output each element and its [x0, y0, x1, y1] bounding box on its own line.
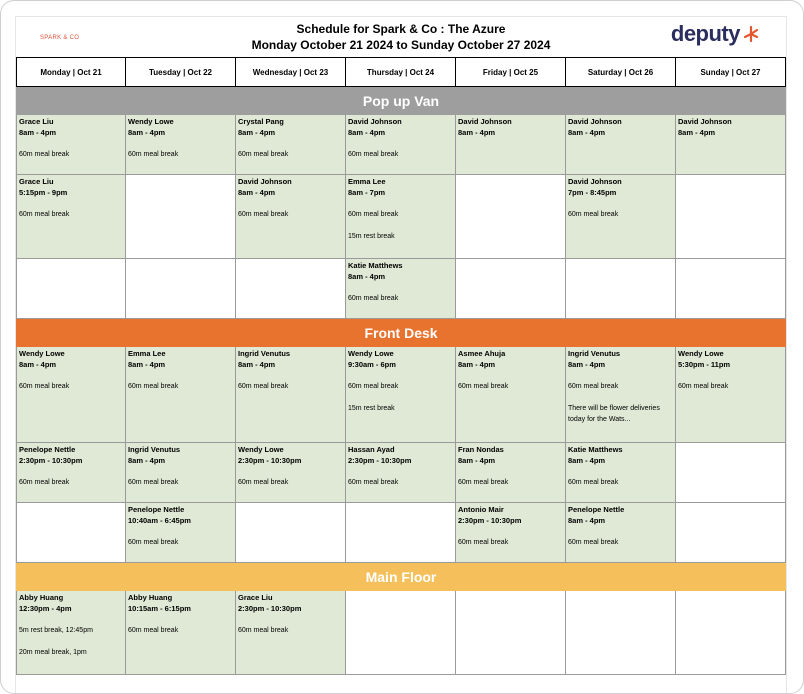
shift-note: 60m meal break [348, 295, 399, 302]
shift-cell[interactable] [456, 443, 566, 503]
shift-time: 8am - 4pm [238, 188, 276, 197]
employee-name: Grace Liu [19, 117, 54, 126]
shift-time: 9:30am - 6pm [348, 360, 396, 369]
shift-cell[interactable] [236, 443, 346, 503]
employee-name: Grace Liu [19, 177, 54, 186]
employee-name: Crystal Pang [238, 117, 284, 126]
shift-cell[interactable] [456, 347, 566, 443]
shift-note: 60m meal break [19, 383, 70, 390]
shift-time: 8am - 4pm [568, 128, 606, 137]
employee-name: Katie Matthews [568, 445, 623, 454]
shift-note: 60m meal break [238, 151, 289, 158]
shift-time: 2:30pm - 10:30pm [348, 456, 412, 465]
shift-row [16, 443, 786, 503]
employee-name: Penelope Nettle [19, 445, 76, 454]
shift-time: 2:30pm - 10:30pm [19, 456, 83, 465]
employee-name: Wendy Lowe [238, 445, 284, 454]
schedule-title: Schedule for Spark & Co : The Azure [296, 22, 506, 36]
schedule-page [16, 17, 786, 694]
shift-time: 2:30pm - 10:30pm [238, 456, 302, 465]
shift-note: 20m meal break, 1pm [19, 649, 87, 656]
employee-name: Asmee Ahuja [458, 349, 506, 358]
schedule-header [16, 17, 786, 57]
shift-cell[interactable] [126, 503, 236, 563]
employee-name: Hassan Ayad [348, 445, 395, 454]
shift-time: 8am - 4pm [128, 128, 166, 137]
shift-time: 8am - 4pm [238, 128, 276, 137]
shift-time: 8am - 4pm [568, 456, 606, 465]
shift-time: 7pm - 8:45pm [568, 188, 617, 197]
empty-cell [676, 175, 786, 259]
shift-time: 10:15am - 6:15pm [128, 604, 191, 613]
shift-note: 60m meal break [238, 211, 289, 218]
shift-cell[interactable] [126, 443, 236, 503]
shift-cell[interactable] [236, 591, 346, 675]
employee-name: Grace Liu [238, 593, 273, 602]
schedule-grid [16, 87, 786, 675]
shift-cell[interactable] [16, 443, 126, 503]
shift-time: 8am - 4pm [458, 456, 496, 465]
empty-cell [126, 175, 236, 259]
shift-note: 60m meal break [348, 383, 399, 390]
shift-time: 2:30pm - 10:30pm [238, 604, 302, 613]
employee-name: David Johnson [238, 177, 292, 186]
shift-cell[interactable] [236, 347, 346, 443]
shift-cell[interactable] [676, 115, 786, 175]
employee-name: Abby Huang [19, 593, 64, 602]
shift-note: 60m meal break [348, 479, 399, 486]
shift-note: 60m meal break [238, 383, 289, 390]
shift-time: 8am - 4pm [128, 360, 166, 369]
employee-name: Fran Nondas [458, 445, 504, 454]
day-header: Tuesday | Oct 22 [126, 58, 236, 86]
shift-time: 8am - 4pm [19, 128, 57, 137]
employee-name: Ingrid Venutus [238, 349, 291, 358]
empty-cell [16, 259, 126, 319]
shift-time: 5:15pm - 9pm [19, 188, 68, 197]
shift-cell[interactable] [456, 115, 566, 175]
day-header: Sunday | Oct 27 [676, 58, 786, 86]
day-header: Thursday | Oct 24 [346, 58, 456, 86]
empty-cell [456, 259, 566, 319]
shift-time: 8am - 4pm [568, 516, 606, 525]
shift-note: 60m meal break [678, 383, 729, 390]
shift-note: 60m meal break [458, 479, 509, 486]
shift-row [16, 347, 786, 443]
shift-note: 60m meal break [19, 211, 70, 218]
shift-cell[interactable] [16, 591, 126, 675]
shift-note: 15m rest break [348, 233, 395, 240]
employee-name: Ingrid Venutus [568, 349, 621, 358]
employee-name: David Johnson [458, 117, 512, 126]
empty-cell [236, 503, 346, 563]
shift-time: 8am - 4pm [678, 128, 716, 137]
day-header: Wednesday | Oct 23 [236, 58, 346, 86]
shift-cell[interactable] [126, 591, 236, 675]
shift-row [16, 591, 786, 675]
day-header-row [16, 57, 786, 88]
shift-cell[interactable] [346, 347, 456, 443]
shift-note: 60m meal break [568, 479, 619, 486]
shift-cell[interactable] [16, 115, 126, 175]
employee-name: Penelope Nettle [568, 505, 625, 514]
shift-note: 60m meal break [348, 211, 399, 218]
logo-text: deputy [670, 21, 740, 46]
area-band: Front Desk [16, 319, 786, 347]
empty-cell [566, 591, 676, 675]
shift-cell[interactable] [346, 443, 456, 503]
shift-note: 60m meal break [19, 479, 70, 486]
day-header: Monday | Oct 21 [16, 58, 126, 86]
employee-name: David Johnson [348, 117, 402, 126]
shift-row [16, 503, 786, 563]
shift-time: 8am - 4pm [19, 360, 57, 369]
empty-cell [346, 503, 456, 563]
shift-time: 8am - 4pm [238, 360, 276, 369]
shift-note: 60m meal break [128, 479, 179, 486]
shift-note: 60m meal break [128, 383, 179, 390]
shift-note: 60m meal break [238, 627, 289, 634]
employee-name: Abby Huang [128, 593, 173, 602]
employee-name: Katie Matthews [348, 261, 403, 270]
shift-row [16, 175, 786, 259]
shift-time: 8am - 4pm [458, 360, 496, 369]
shift-time: 5:30pm - 11pm [678, 360, 731, 369]
shift-cell[interactable] [16, 347, 126, 443]
employee-name: Wendy Lowe [678, 349, 724, 358]
shift-cell[interactable] [566, 443, 676, 503]
shift-note: 60m meal break [458, 539, 509, 546]
shift-time: 8am - 4pm [348, 272, 386, 281]
empty-cell [676, 259, 786, 319]
empty-cell [456, 591, 566, 675]
shift-cell[interactable] [566, 115, 676, 175]
shift-note: 5m rest break, 12:45pm [19, 627, 93, 634]
employee-name: Antonio Mair [458, 505, 504, 514]
shift-cell[interactable] [566, 503, 676, 563]
shift-note: 60m meal break [568, 211, 619, 218]
deputy-logo [671, 21, 760, 47]
shift-cell[interactable] [236, 175, 346, 259]
shift-cell[interactable] [566, 347, 676, 443]
shift-cell[interactable] [346, 115, 456, 175]
shift-cell[interactable] [346, 175, 456, 259]
empty-cell [566, 259, 676, 319]
shift-note: 60m meal break [568, 539, 619, 546]
shift-time: 10:40am - 6:45pm [128, 516, 191, 525]
employee-name: Emma Lee [128, 349, 166, 358]
employee-name: Wendy Lowe [128, 117, 174, 126]
empty-cell [236, 259, 346, 319]
brand-small-text: SPARK & CO [40, 35, 80, 41]
empty-cell [676, 503, 786, 563]
shift-time: 8am - 4pm [568, 360, 606, 369]
shift-time: 8am - 4pm [348, 128, 386, 137]
shift-cell[interactable] [126, 347, 236, 443]
employee-name: Wendy Lowe [348, 349, 394, 358]
area-band: Main Floor [16, 563, 786, 591]
day-header: Friday | Oct 25 [456, 58, 566, 86]
shift-time: 8am - 4pm [458, 128, 496, 137]
employee-name: David Johnson [568, 177, 622, 186]
shift-note: 15m rest break [348, 405, 395, 412]
employee-name: Ingrid Venutus [128, 445, 181, 454]
shift-cell[interactable] [16, 175, 126, 259]
employee-name: David Johnson [568, 117, 622, 126]
employee-name: Emma Lee [348, 177, 386, 186]
shift-note: 60m meal break [128, 539, 179, 546]
employee-name: Penelope Nettle [128, 505, 185, 514]
shift-time: 8am - 7pm [348, 188, 386, 197]
day-header: Saturday | Oct 26 [566, 58, 676, 86]
shift-cell[interactable] [676, 347, 786, 443]
empty-cell [456, 175, 566, 259]
shift-cell[interactable] [566, 175, 676, 259]
shift-note: There will be flower deliveries today for the Wats... [568, 405, 660, 423]
shift-cell[interactable] [126, 115, 236, 175]
employee-name: David Johnson [678, 117, 732, 126]
shift-note: 60m meal break [238, 479, 289, 486]
shift-note: 60m meal break [19, 151, 70, 158]
shift-note: 60m meal break [128, 151, 179, 158]
employee-name: Wendy Lowe [19, 349, 65, 358]
empty-cell [676, 443, 786, 503]
shift-cell[interactable] [346, 259, 456, 319]
shift-cell[interactable] [456, 503, 566, 563]
shift-time: 8am - 4pm [128, 456, 166, 465]
shift-note: 60m meal break [568, 383, 619, 390]
area-band: Pop up Van [16, 87, 786, 115]
shift-time: 12:30pm - 4pm [19, 604, 72, 613]
shift-note: 60m meal break [458, 383, 509, 390]
empty-cell [346, 591, 456, 675]
shift-note: 60m meal break [128, 627, 179, 634]
shift-note: 60m meal break [348, 151, 399, 158]
shift-time: 2:30pm - 10:30pm [458, 516, 522, 525]
empty-cell [126, 259, 236, 319]
empty-cell [16, 503, 126, 563]
schedule-date-range: Monday October 21 2024 to Sunday October 27 2024 [251, 38, 551, 52]
deputy-mark-icon [742, 25, 760, 43]
shift-cell[interactable] [236, 115, 346, 175]
empty-cell [676, 591, 786, 675]
shift-row [16, 115, 786, 175]
shift-row [16, 259, 786, 319]
